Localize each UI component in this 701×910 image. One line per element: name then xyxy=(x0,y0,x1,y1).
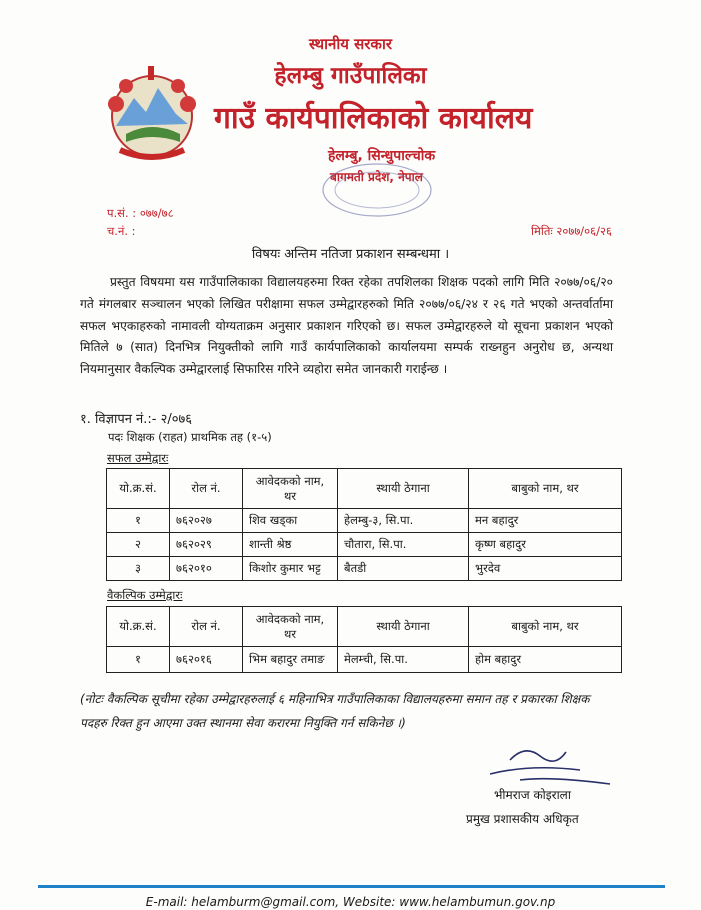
col-address: स्थायी ठेगाना xyxy=(338,469,469,509)
government-label: स्थानीय सरकार xyxy=(309,35,392,53)
col-roll: रोल नं. xyxy=(170,607,243,647)
col-address: स्थायी ठेगाना xyxy=(338,607,469,647)
reference-number: प.सं. : ०७७/७८ xyxy=(107,206,174,220)
col-roll: रोल नं. xyxy=(170,469,243,509)
cell-address: बैतडी xyxy=(338,557,469,581)
municipality-name: हेलम्बु गाउँपालिका xyxy=(274,63,427,89)
cell-father: कृष्ण बहादुर xyxy=(469,533,622,557)
alternate-candidates-heading: वैकल्पिक उम्मेद्वारः xyxy=(107,588,183,602)
footer-contact: E-mail: helamburm@gmail.com, Website: www.helambumun.gov.np xyxy=(145,895,556,909)
dispatch-number: च.नं. : xyxy=(107,224,136,238)
office-province: बागमती प्रदेश, नेपाल xyxy=(330,170,423,184)
table-row xyxy=(107,557,622,581)
table-row xyxy=(107,647,622,673)
signatory-title: प्रमुख प्रशासकीय अधिकृत xyxy=(466,812,579,826)
passed-candidates-table xyxy=(106,468,622,581)
col-serial: यो.क्र.सं. xyxy=(107,607,170,647)
letter-subject: विषयः अन्तिम नतिजा प्रकाशन सम्बन्धमा । xyxy=(251,247,450,262)
col-name: आवेदकको नाम, थर xyxy=(243,607,338,647)
office-stamp-icon xyxy=(318,160,436,220)
cell-father: भुरदेव xyxy=(469,557,622,581)
col-father: बाबुको नाम, थर xyxy=(469,469,622,509)
office-name: गाउँ कार्यपालिकाको कार्यालय xyxy=(214,101,533,136)
letter-date: मितिः २०७७/०६/२६ xyxy=(531,224,612,238)
cell-name: भिम बहादुर तमाङ xyxy=(243,647,338,673)
cell-serial: ३ xyxy=(107,557,170,581)
cell-name: किशोर कुमार भट्ट xyxy=(243,557,338,581)
office-address: हेलम्बु, सिन्धुपाल्चोक xyxy=(328,148,436,164)
cell-name: शिव खड्का xyxy=(243,509,338,533)
post-title: पदः शिक्षक (राहत) प्राथमिक तह (१-५) xyxy=(108,430,272,444)
cell-roll: ७६२०२७ xyxy=(170,509,243,533)
table-row xyxy=(107,533,622,557)
cell-father: होम बहादुर xyxy=(469,647,622,673)
cell-address: मेलम्ची, सि.पा. xyxy=(338,647,469,673)
cell-serial: १ xyxy=(107,509,170,533)
note-text: (नोटः वैकल्पिक सूचीमा रहेका उम्मेद्वारहरुलाई ६ महिनाभित्र गाउँपालिकाका विद्यालयहरुमा समान तह र प्रकारका शिक्षक पदहरु रिक्त हुन आएमा उक्त स्थानमा सेवा करारमा नियुक्ति गर्न सकिनेछ ।) xyxy=(80,692,590,730)
table-row xyxy=(107,509,622,533)
letter-body: प्रस्तुत विषयमा यस गाउँपालिकाका विद्यालयहरुमा रिक्त रहेका तपशिलका शिक्षक पदको लागि मिति २०७७/०६/२० गते मंगलबार सञ्चालन भएको लिखित परीक्षामा सफल उम्मेद्वारहरुको मिति २०७७/०६/२४ र २६ गते भएको अन्तर्वार्तामा सफल भएकाहरुको नामावली योग्यताक्रम अनुसार प्रकाशन गरिएको छ। सफल उम्मेद्वारहरुले यो सूचना प्रकाशन भएको मितिले ७ (सात) दिनभित्र नियुक्तीको लागि गाउँ कार्यपालिकाको कार्यालयमा सम्पर्क राख्नहुन अनुरोध छ, अन्यथा नियमानुसार वैकल्पिक उम्मेद्वारलाई सिफारिस गरिने व्यहोरा समेत जानकारी गराईन्छ । xyxy=(80,275,613,377)
cell-address: चौतारा, सि.पा. xyxy=(338,533,469,557)
cell-father: मन बहादुर xyxy=(469,509,622,533)
col-name: आवेदकको नाम, थर xyxy=(243,469,338,509)
handwritten-signature-icon xyxy=(470,740,620,790)
table-header-row xyxy=(107,469,622,509)
cell-serial: १ xyxy=(107,647,170,673)
cell-roll: ७६२०१० xyxy=(170,557,243,581)
passed-candidates-heading: सफल उम्मेद्वारः xyxy=(107,451,169,465)
alternate-candidates-table xyxy=(106,606,622,673)
cell-roll: ७६२०१६ xyxy=(170,647,243,673)
col-serial: यो.क्र.सं. xyxy=(107,469,170,509)
advertisement-number: १. विज्ञापन नं.:- २/०७६ xyxy=(80,412,193,427)
cell-address: हेलम्बु-३, सि.पा. xyxy=(338,509,469,533)
cell-serial: २ xyxy=(107,533,170,557)
cell-roll: ७६२०२९ xyxy=(170,533,243,557)
signatory-name: भीमराज कोइराला xyxy=(494,788,571,802)
table-header-row xyxy=(107,607,622,647)
footer-divider xyxy=(38,885,665,888)
cell-name: शान्ती श्रेष्ठ xyxy=(243,533,338,557)
col-father: बाबुको नाम, थर xyxy=(469,607,622,647)
